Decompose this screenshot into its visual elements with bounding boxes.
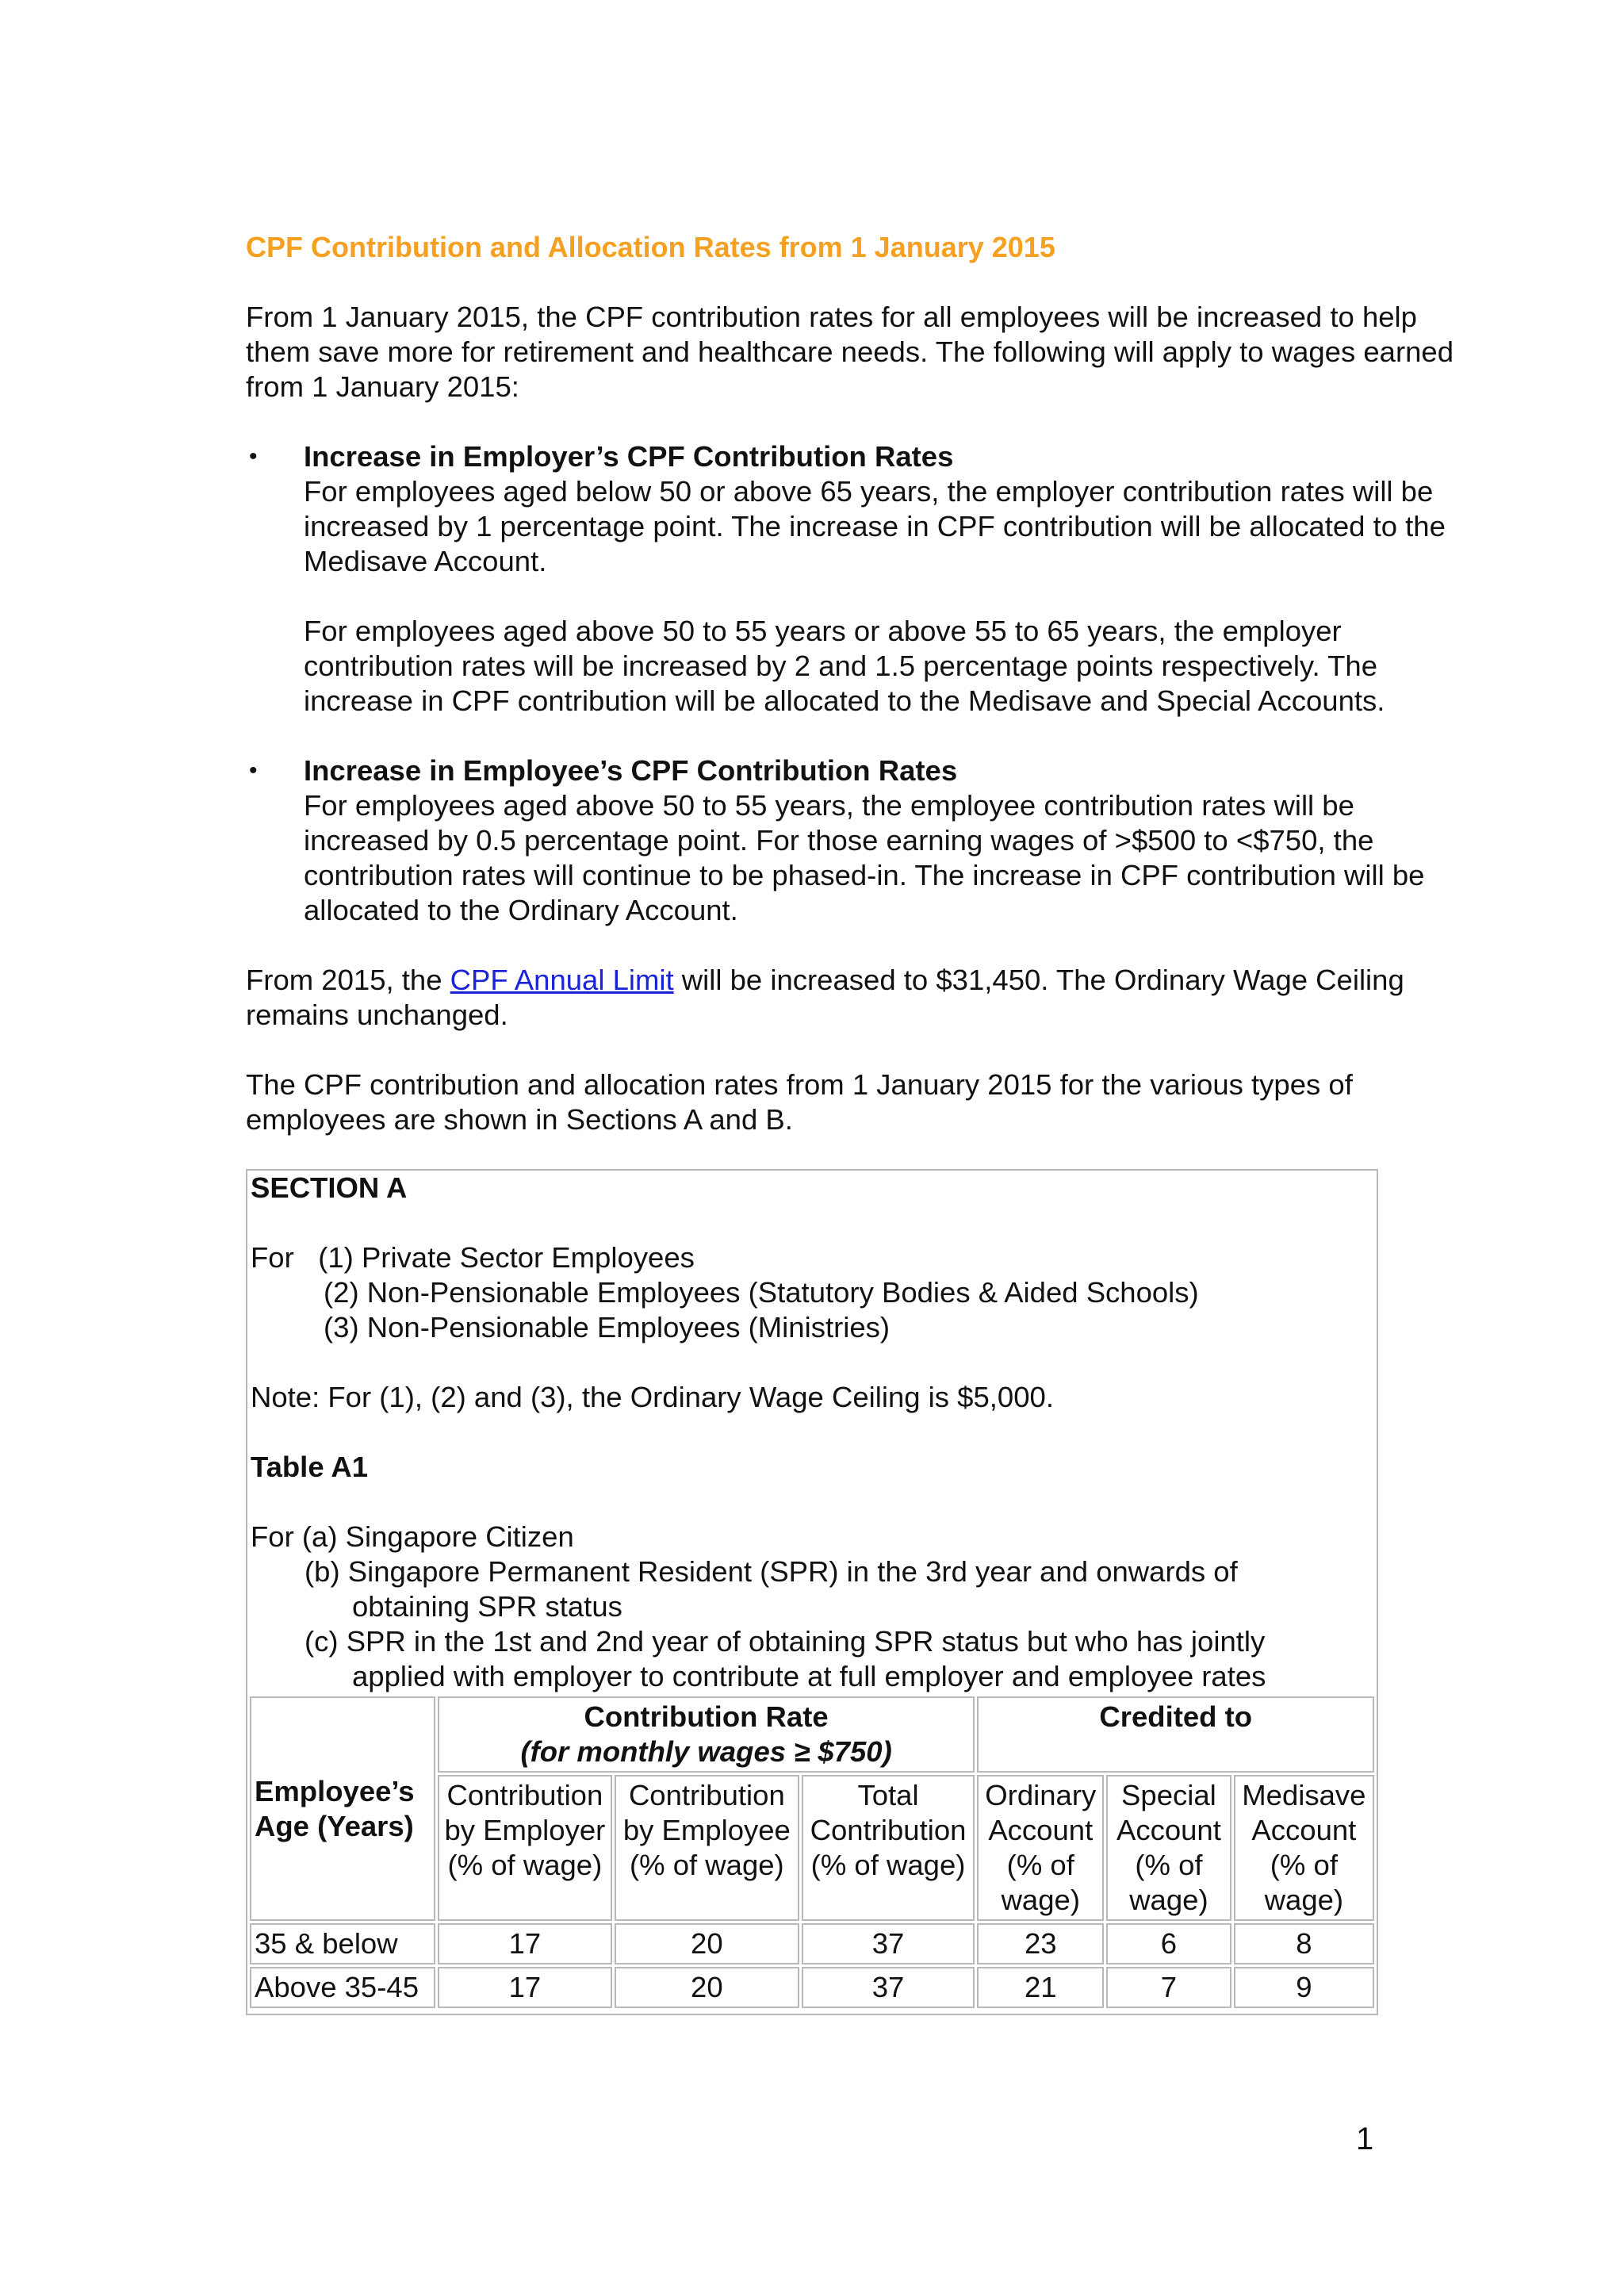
section-a-heading: SECTION A [251, 1171, 408, 1204]
employee-rate-cell: 20 [615, 1923, 799, 1964]
bullet-paragraph: For employees aged above 50 to 55 years or above 55 to 65 years, the employer contribution rates will be increased by 2 and 1.5 percentage points respectively. The increase in CPF contribution will be allocated to the Medisave and Special Accounts. [304, 615, 1385, 717]
for-label: For [251, 1241, 294, 1274]
medisave-rate-cell: 8 [1234, 1923, 1374, 1964]
wage-condition-label: (for monthly wages ≥ $750) [520, 1735, 892, 1768]
special-rate-cell: 7 [1106, 1967, 1231, 2008]
employee-type-list [251, 1240, 1373, 1345]
bullet-item-employer [246, 439, 1483, 719]
page-title: CPF Contribution and Allocation Rates from 1 January 2015 [246, 231, 1055, 263]
wage-ceiling-note: Note: For (1), (2) and (3), the Ordinary Wage Ceiling is $5,000. [251, 1381, 1054, 1413]
intro-paragraph: From 1 January 2015, the CPF contribution rates for all employees will be increased to help them save more for retirement and healthcare needs. The following will apply to wages earned from 1 January 2015: [246, 301, 1454, 403]
special-rate-cell: 6 [1106, 1923, 1231, 1964]
bullet-paragraph: For employees aged below 50 or above 65 years, the employer contribution rates will be increased by 1 percentage point. The increase in CPF contribution will be allocated to the Medisave Account. [304, 475, 1446, 577]
employee-rate-cell: 20 [615, 1967, 799, 2008]
column-header-medisave: Medisave Account (% of wage) [1234, 1775, 1374, 1921]
bullet-icon: • [249, 443, 258, 470]
employer-rate-cell: 17 [438, 1967, 612, 2008]
total-rate-cell: 37 [802, 1967, 975, 2008]
bullet-heading: Increase in Employee’s CPF Contribution Rates [304, 754, 958, 787]
bullet-list [246, 439, 1483, 928]
column-header-ordinary: Ordinary Account (% of wage) [977, 1775, 1104, 1921]
table-row [250, 1923, 1374, 1964]
contribution-rates-table [247, 1694, 1377, 2010]
annual-limit-text-before: From 2015, the [246, 964, 450, 996]
contribution-rate-header: Contribution Rate (for monthly wages ≥ $750) [438, 1696, 975, 1773]
ordinary-rate-cell: 21 [977, 1967, 1104, 2008]
category-item: (b) Singapore Permanent Resident (SPR) in the 3rd year and onwards of [304, 1555, 1238, 1588]
medisave-rate-cell: 9 [1234, 1967, 1374, 2008]
bullet-paragraph: For employees aged above 50 to 55 years, the employee contribution rates will be increased by 0.5 percentage point. For those earning wages of >$500 to <$750, the contribution rates will continue to be phased-in. The increase in CPF contribution will be allocated to the Ordinary Account. [304, 789, 1425, 926]
annual-limit-paragraph [246, 963, 1483, 1033]
employee-type-item: (2) Non-Pensionable Employees (Statutory Bodies & Aided Schools) [324, 1276, 1199, 1309]
column-header-employee: Contribution by Employee (% of wage) [615, 1775, 799, 1921]
category-item: For (a) Singapore Citizen [251, 1520, 574, 1553]
document-page [246, 230, 1483, 2015]
page-number: 1 [1356, 2122, 1374, 2156]
employer-rate-cell: 17 [438, 1923, 612, 1964]
category-item: (c) SPR in the 1st and 2nd year of obtaining SPR status but who has jointly [304, 1625, 1266, 1658]
table-header-row [250, 1696, 1374, 1773]
bullet-item-employee [246, 753, 1483, 928]
category-item-continued: obtaining SPR status [352, 1590, 622, 1623]
column-header-special: Special Account (% of wage) [1106, 1775, 1231, 1921]
column-header-employer: Contribution by Employer (% of wage) [438, 1775, 612, 1921]
sections-intro-paragraph: The CPF contribution and allocation rates from 1 January 2015 for the various types of employees are shown in Sections A and B. [246, 1068, 1353, 1136]
section-a-box [246, 1169, 1378, 2015]
bullet-icon: • [249, 757, 258, 784]
table-label: Table A1 [251, 1451, 369, 1483]
total-rate-cell: 37 [802, 1923, 975, 1964]
category-list [251, 1520, 1373, 1694]
employee-type-item: For (1) Private Sector Employees [251, 1241, 695, 1274]
column-header-total: Total Contribution (% of wage) [802, 1775, 975, 1921]
age-column-header: Employee’s Age (Years) [250, 1696, 435, 1921]
ordinary-rate-cell: 23 [977, 1923, 1104, 1964]
age-cell: 35 & below [250, 1923, 435, 1964]
table-row [250, 1967, 1374, 2008]
cpf-annual-limit-link[interactable]: CPF Annual Limit [450, 964, 674, 996]
annual-limit-text-after: will be increased to $31,450. The Ordinary Wage Ceiling remains unchanged. [246, 964, 1404, 1031]
credited-to-header: Credited to [977, 1696, 1374, 1773]
age-cell: Above 35-45 [250, 1967, 435, 2008]
employee-type-item: (3) Non-Pensionable Employees (Ministries) [324, 1311, 891, 1343]
category-item-continued: applied with employer to contribute at full employer and employee rates [352, 1660, 1266, 1692]
bullet-heading: Increase in Employer’s CPF Contribution Rates [304, 440, 954, 473]
